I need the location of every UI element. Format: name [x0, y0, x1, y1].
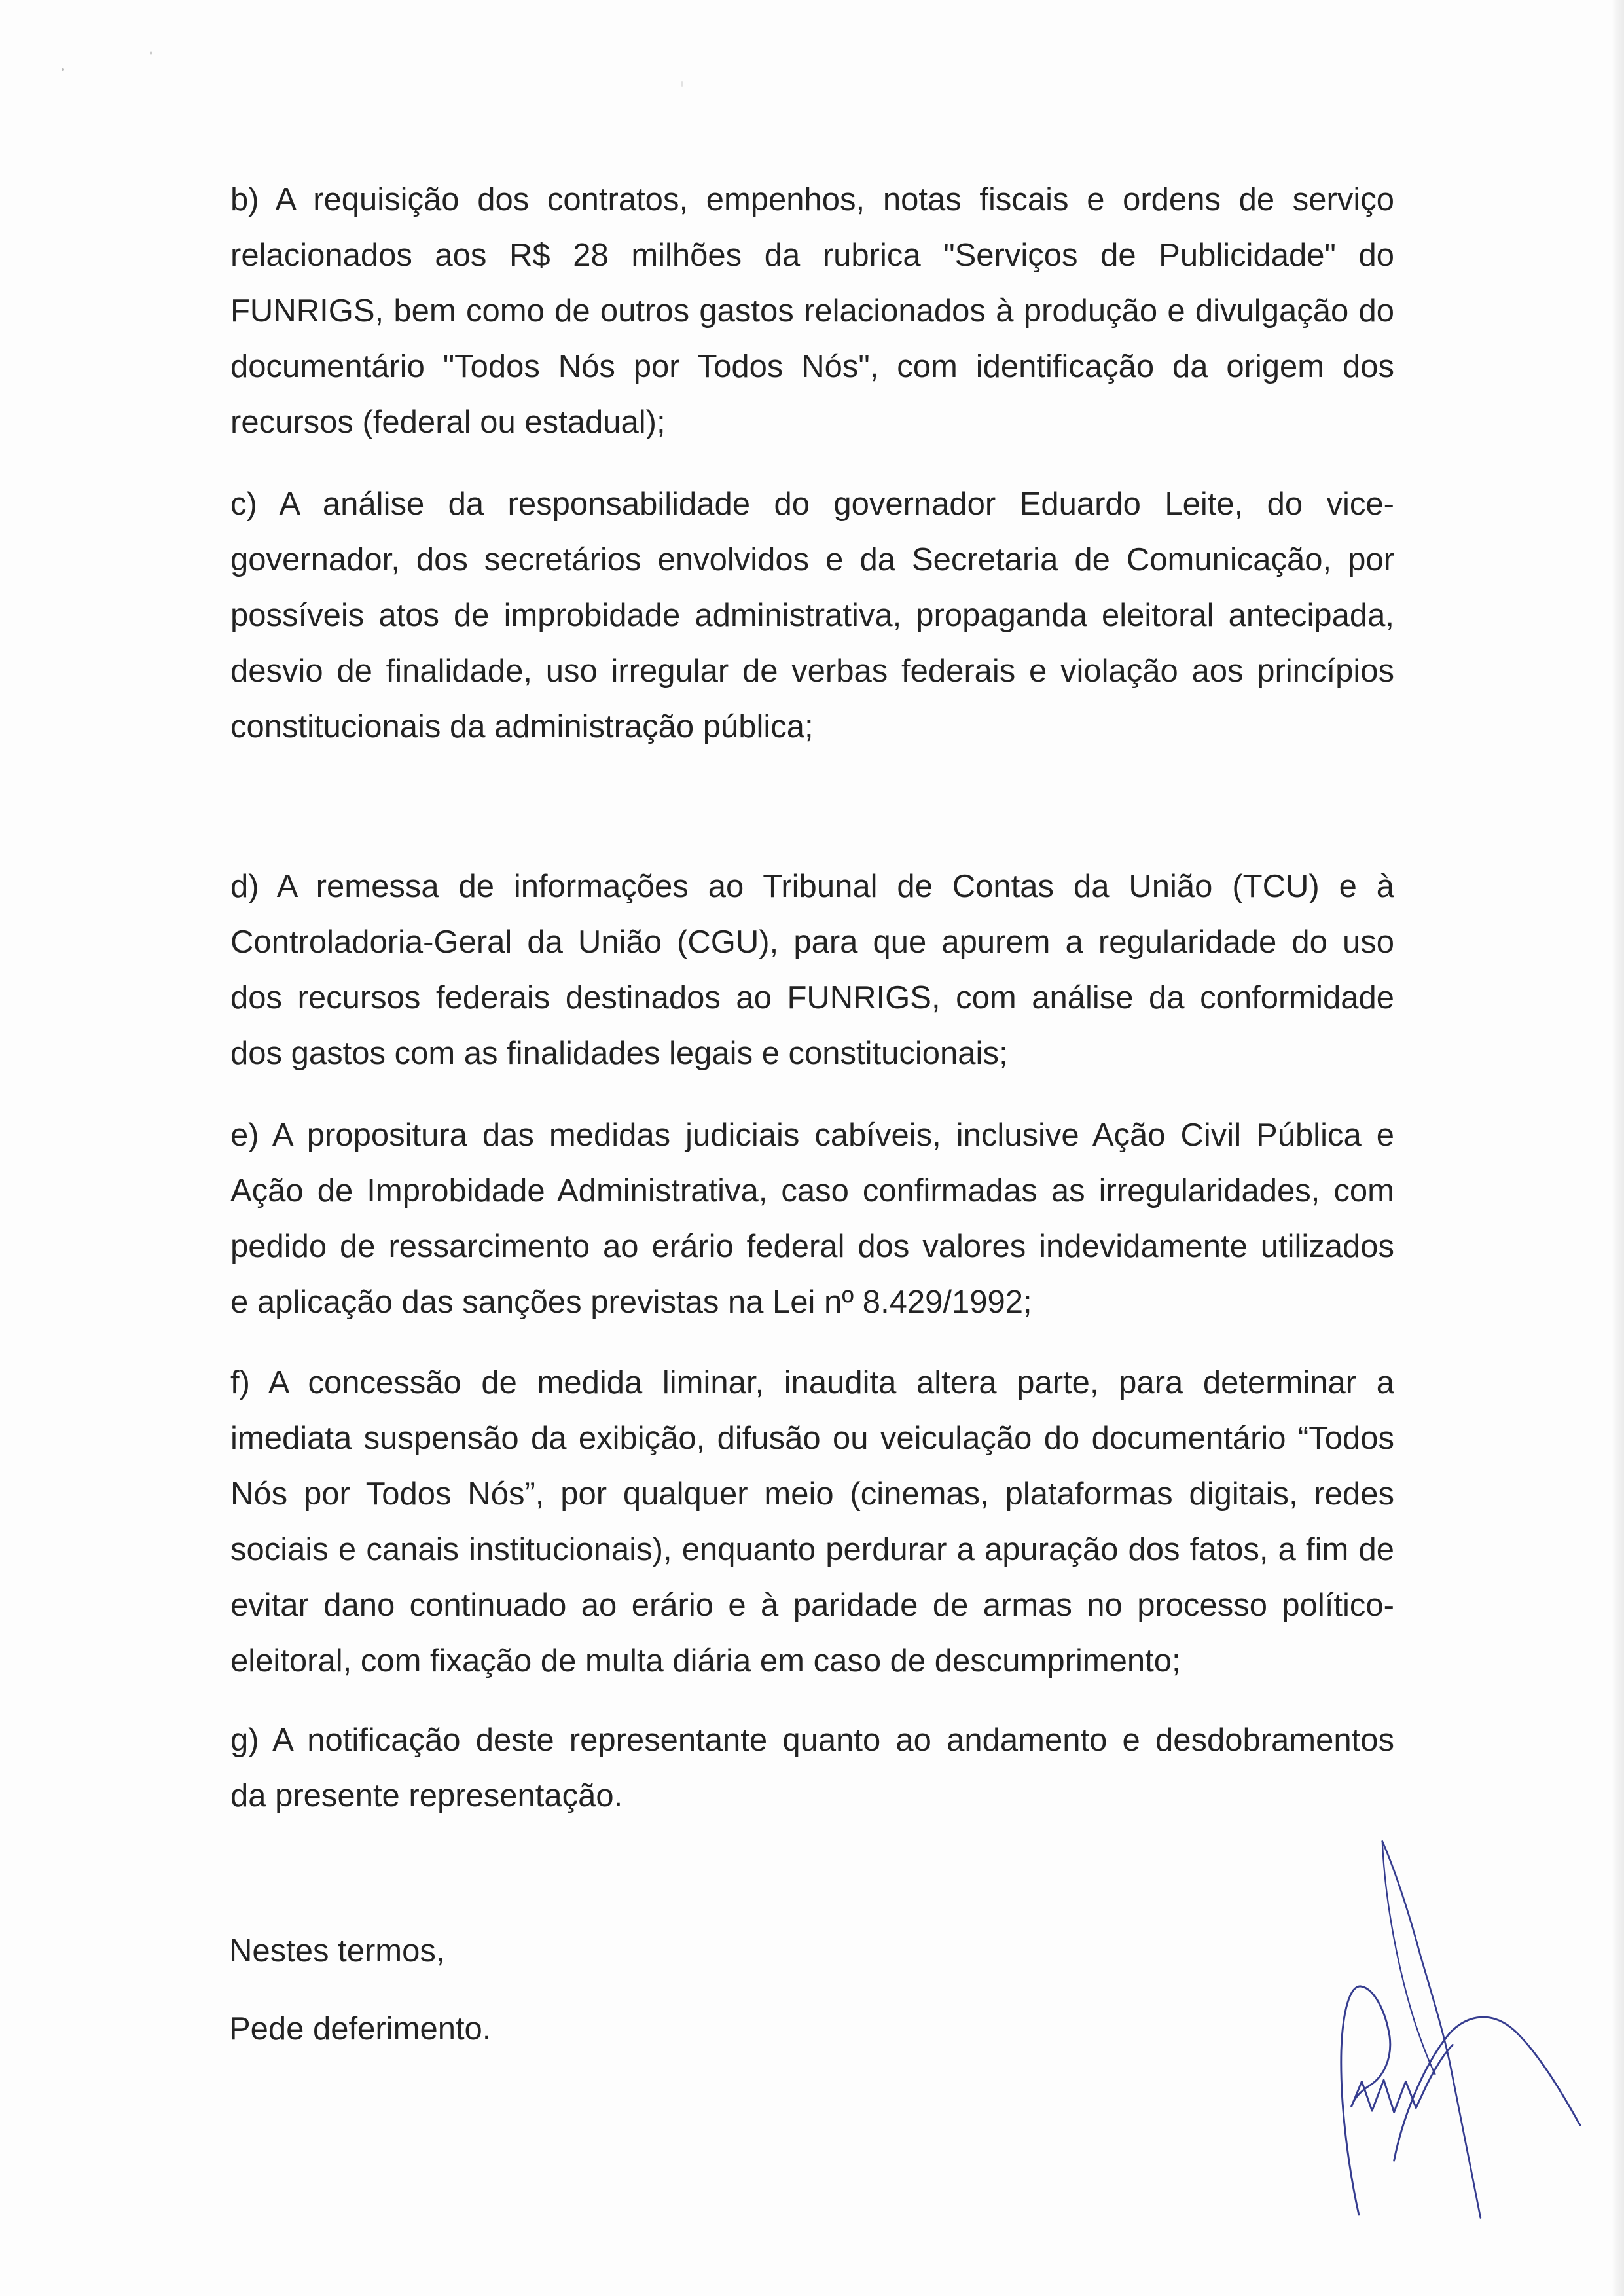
closing-request: Pede deferimento. — [229, 2011, 492, 2047]
paragraph-line: c) A análise da responsabilidade do governador Eduardo Leite, do vice- — [230, 486, 1394, 522]
paragraph-line: dos recursos federais destinados ao FUNRIGS, com análise da conformidade — [230, 980, 1394, 1015]
paragraph-line: da presente representação. — [230, 1778, 623, 1813]
scan-speck — [150, 51, 152, 55]
paragraph-line: eleitoral, com fixação de multa diária em caso de descumprimento; — [230, 1643, 1181, 1679]
paragraph-line: Nós por Todos Nós”, por qualquer meio (cinemas, plataformas digitais, redes — [230, 1476, 1394, 1512]
paragraph-line: evitar dano continuado ao erário e à paridade de armas no processo político- — [230, 1588, 1394, 1623]
item-c-paragraph — [230, 477, 1394, 755]
signature-stroke — [1382, 1841, 1481, 2217]
item-e-paragraph — [230, 1108, 1394, 1330]
paragraph-line: FUNRIGS, bem como de outros gastos relacionados à produção e divulgação do — [230, 293, 1394, 329]
paragraph-line: documentário "Todos Nós por Todos Nós", com identificação da origem dos — [230, 349, 1394, 384]
closing-greeting: Nestes termos, — [229, 1933, 445, 1969]
signature-stroke — [1352, 2045, 1453, 2112]
paragraph-line: constitucionais da administração pública; — [230, 709, 814, 744]
paragraph-line: b) A requisição dos contratos, empenhos, notas fiscais e ordens de serviço — [230, 182, 1394, 217]
paragraph-line: f) A concessão de medida liminar, inaudita altera parte, para determinar a — [230, 1365, 1394, 1400]
signature — [1310, 1821, 1592, 2240]
paragraph-line: relacionados aos R$ 28 milhões da rubrica "Serviços de Publicidade" do — [230, 238, 1394, 273]
paragraph-line: e aplicação das sanções previstas na Lei nº 8.429/1992; — [230, 1285, 1032, 1320]
paragraph-line: imediata suspensão da exibição, difusão ou veiculação do documentário “Todos — [230, 1421, 1394, 1456]
paragraph-line: dos gastos com as finalidades legais e constitucionais; — [230, 1036, 1008, 1071]
paragraph-line: d) A remessa de informações ao Tribunal de Contas da União (TCU) e à — [230, 869, 1394, 904]
item-d-paragraph — [230, 859, 1394, 1082]
paragraph-line: Ação de Improbidade Administrativa, caso confirmadas as irregularidades, com — [230, 1173, 1394, 1209]
paragraph-line: sociais e canais institucionais), enquanto perdurar a apuração dos fatos, a fim de — [230, 1532, 1394, 1567]
paragraph-line: g) A notificação deste representante quanto ao andamento e desdobramentos — [230, 1722, 1394, 1758]
paragraph-line: e) A propositura das medidas judiciais cabíveis, inclusive Ação Civil Pública e — [230, 1118, 1394, 1153]
paragraph-line: recursos (federal ou estadual); — [230, 405, 666, 440]
item-g-paragraph — [230, 1713, 1394, 1824]
signature-stroke — [1341, 1986, 1390, 2215]
scan-edge — [1612, 0, 1624, 2296]
signature-stroke — [1394, 2017, 1580, 2160]
scan-speck — [681, 81, 683, 87]
paragraph-line: possíveis atos de improbidade administrativa, propaganda eleitoral antecipada, — [230, 598, 1394, 633]
paragraph-line: Controladoria-Geral da União (CGU), para que apurem a regularidade do uso — [230, 924, 1394, 960]
paragraph-line: governador, dos secretários envolvidos e da Secretaria de Comunicação, por — [230, 542, 1394, 577]
paragraph-line: pedido de ressarcimento ao erário federal dos valores indevidamente utilizados — [230, 1229, 1394, 1264]
item-f-paragraph — [230, 1355, 1394, 1689]
paragraph-line: desvio de finalidade, uso irregular de verbas federais e violação aos princípios — [230, 653, 1394, 689]
scan-speck — [62, 68, 64, 71]
item-b-paragraph — [230, 172, 1394, 450]
